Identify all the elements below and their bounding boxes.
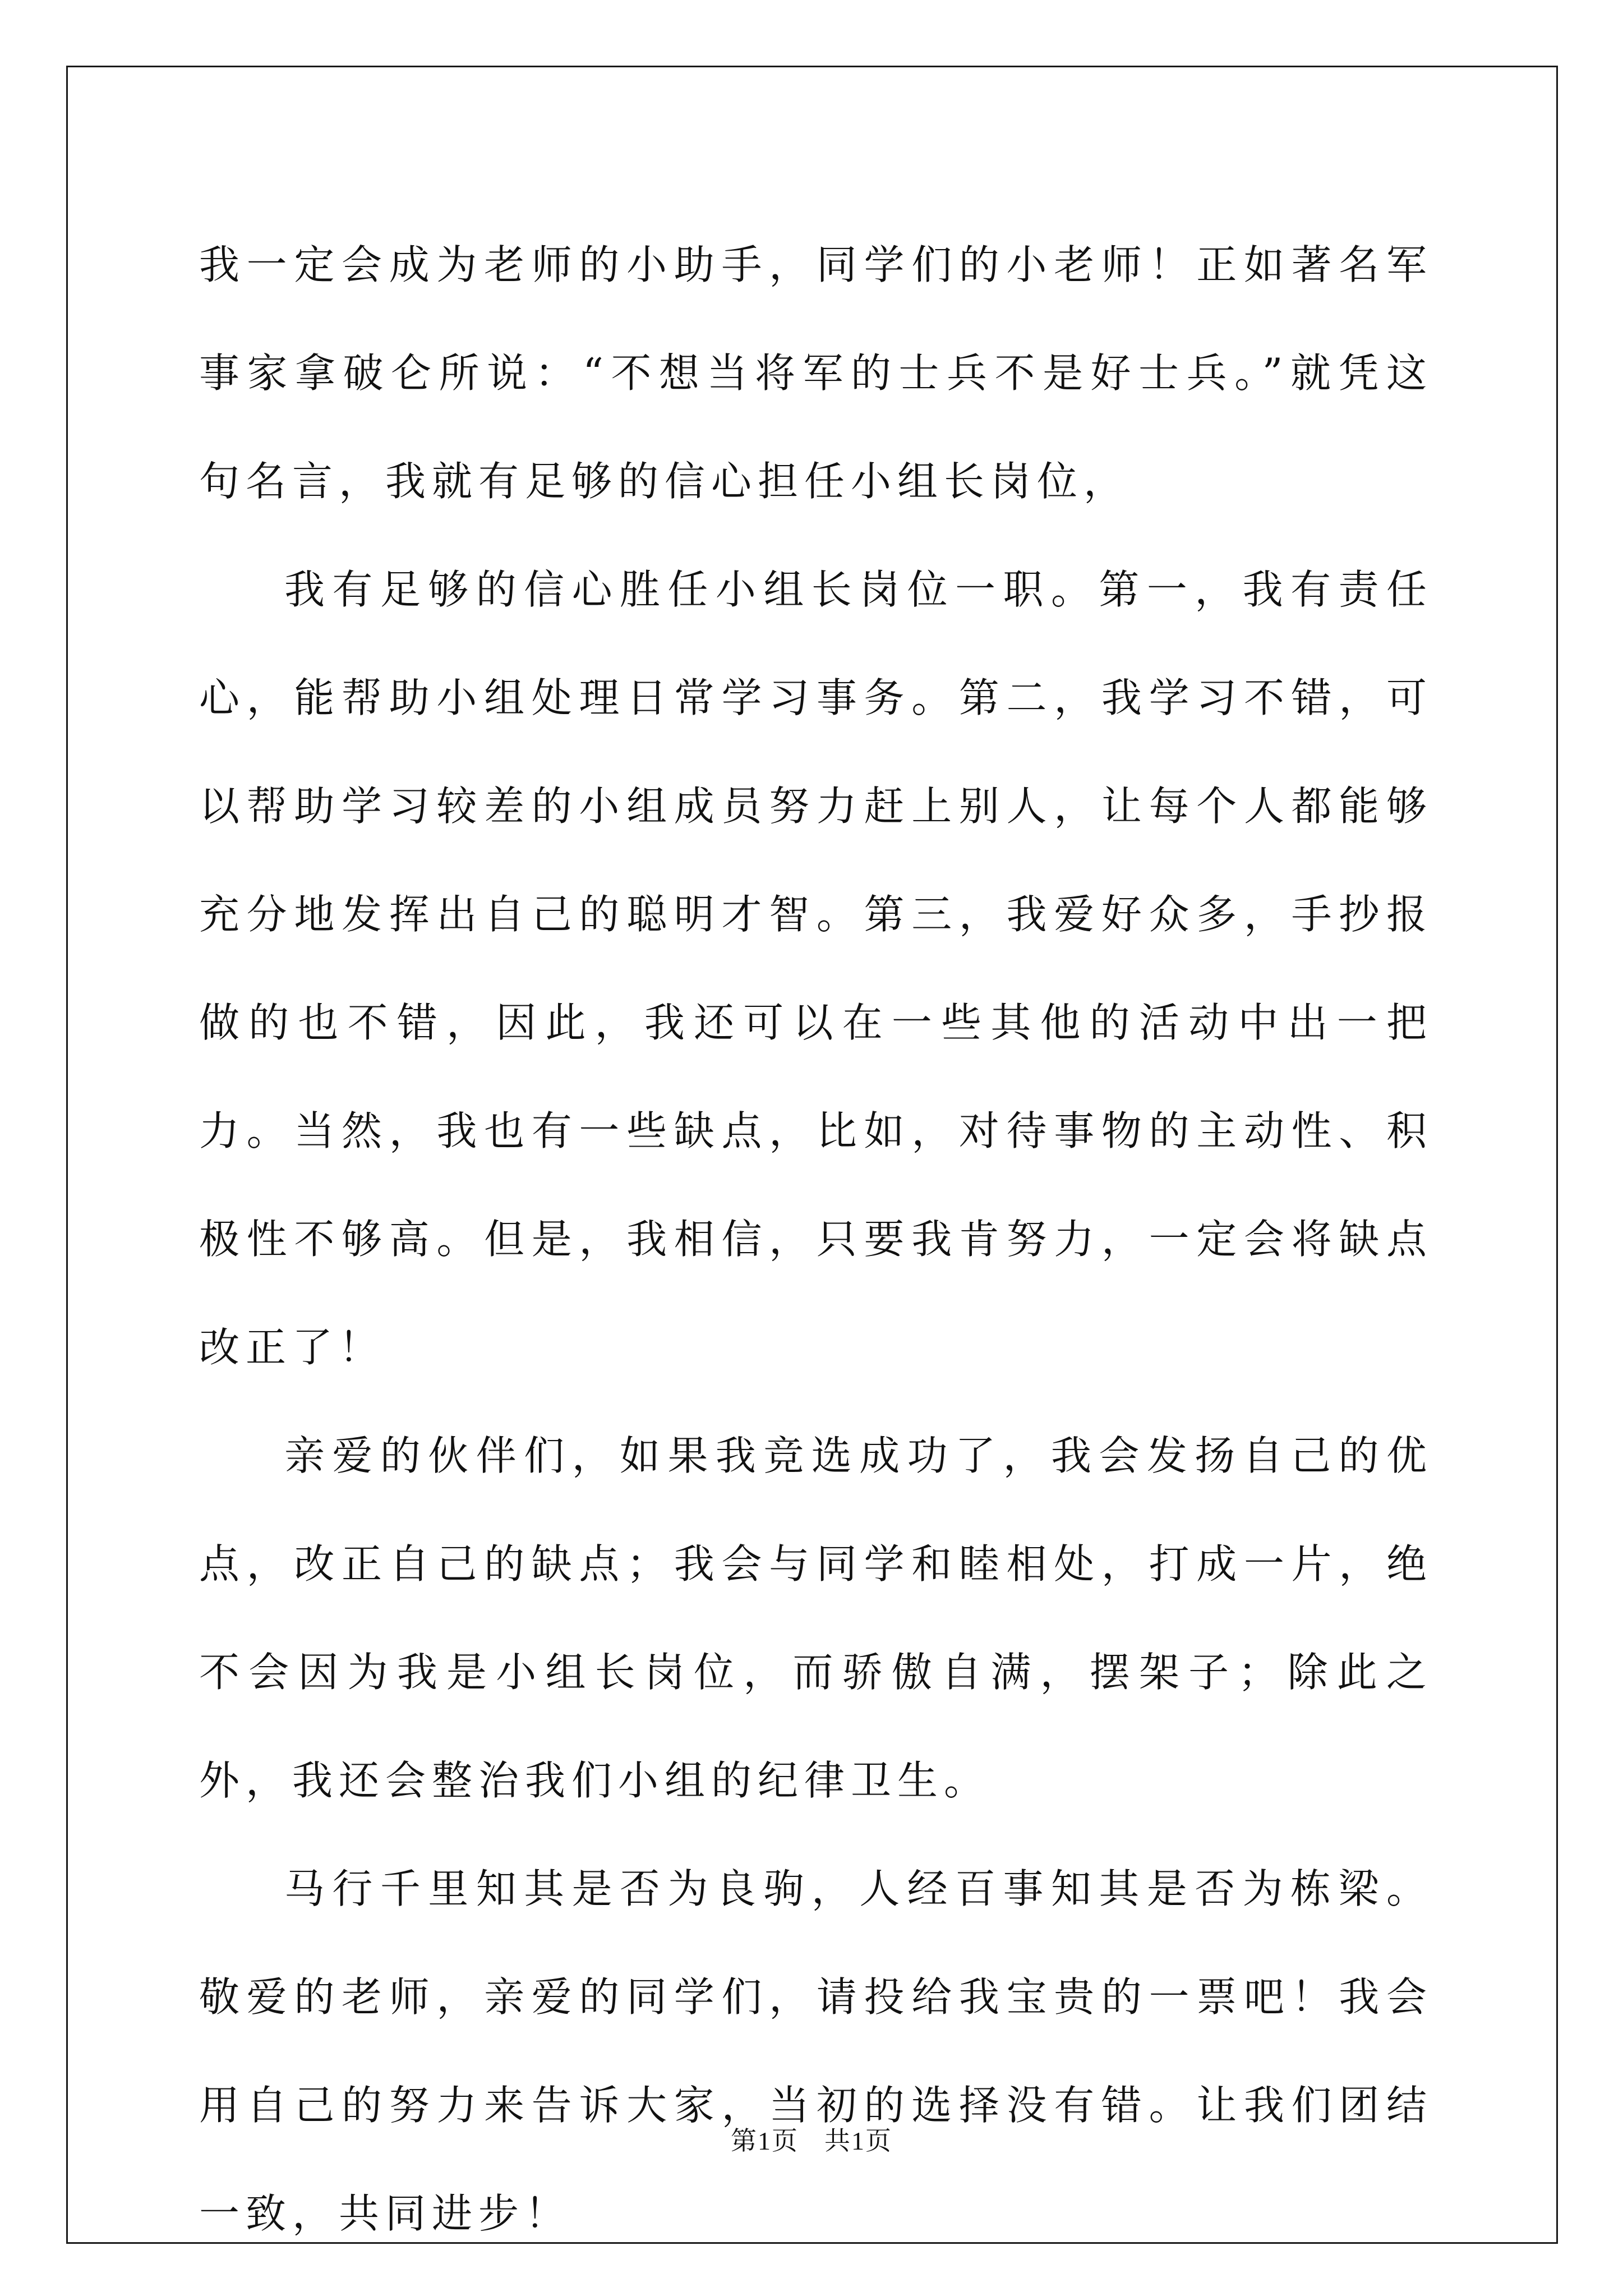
page-number-current: 第1页: [731, 2127, 799, 2155]
paragraph-2: 我有足够的信心胜任小组长岗位一职。第一，我有责任心，能帮助小组处理日常学习事务。第二，我学习不错，可以帮助学习较差的小组成员努力赶上别人，让每个人都能够充分地发挥出自己的聪明才智。第三，我爱好众多，手抄报做的也不错，因此，我还可以在一些其他的活动中出一把力。当然，我也有一些缺点，比如，对待事物的主动性、积极性不够高。但是，我相信，只要我肯努力，一定会将缺点改正了！: [199, 566, 1433, 1371]
document-body: [199, 211, 1433, 2268]
page-footer: [0, 2120, 1623, 2157]
page-number-total: 共1页: [824, 2127, 892, 2155]
paragraph-4: 马行千里知其是否为良驹，人经百事知其是否为栋梁。敬爱的老师，亲爱的同学们，请投给我宝贵的一票吧！我会用自己的努力来告诉大家，当初的选择没有错。让我们团结一致，共同进步！: [199, 1865, 1433, 2237]
paragraph-1: 我一定会成为老师的小助手，同学们的小老师！正如著名军事家拿破仑所说：“不想当将军的士兵不是好士兵。”就凭这句名言，我就有足够的信心担任小组长岗位，: [199, 241, 1433, 505]
paragraph-3: 亲爱的伙伴们，如果我竞选成功了，我会发扬自己的优点，改正自己的缺点；我会与同学和睦相处，打成一片，绝不会因为我是小组长岗位，而骄傲自满，摆架子；除此之外，我还会整治我们小组的纪律卫生。: [199, 1432, 1433, 1804]
